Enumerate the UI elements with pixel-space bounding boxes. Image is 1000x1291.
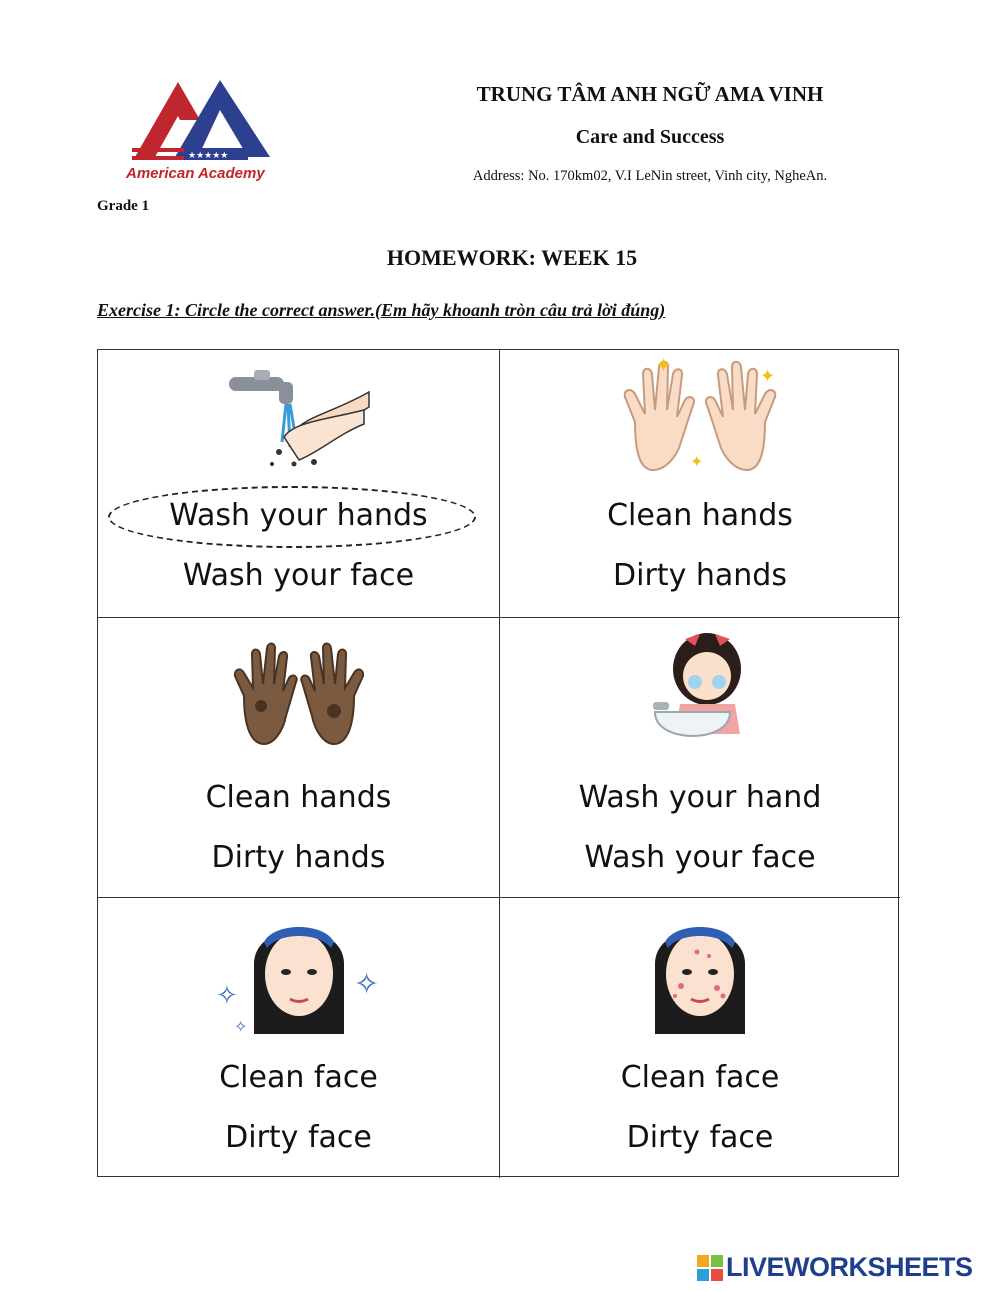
center-name: TRUNG TÂM ANH NGỮ AMA VINH xyxy=(476,82,824,106)
girl-washing-face-icon xyxy=(645,624,755,744)
answer-option[interactable]: Wash your face xyxy=(182,558,415,593)
dirty-face-icon xyxy=(645,904,755,1039)
question-cell xyxy=(98,618,499,898)
answer-option[interactable]: Dirty face xyxy=(225,1120,372,1155)
answer-option[interactable]: Clean hands xyxy=(607,498,793,533)
address: Address: No. 170km02, V.I LeNin street, Vinh city, NgheAn. xyxy=(472,168,828,184)
svg-text:✧: ✧ xyxy=(233,1019,247,1036)
answer-option[interactable]: Clean hands xyxy=(205,780,392,815)
homework-title: HOMEWORK: WEEK 15 xyxy=(386,245,638,270)
svg-text:★★★★★: ★★★★★ xyxy=(188,150,229,160)
svg-text:✦: ✦ xyxy=(760,366,776,386)
clean-hands-icon xyxy=(615,352,785,477)
question-cell xyxy=(499,898,900,1178)
svg-text:✦: ✦ xyxy=(655,355,672,377)
answer-option[interactable]: Wash your hands xyxy=(169,498,428,533)
slogan: Care and Success xyxy=(575,126,725,148)
answer-option[interactable]: Dirty hands xyxy=(613,558,787,593)
answer-option[interactable]: Clean face xyxy=(219,1060,378,1095)
clean-face-icon xyxy=(214,904,384,1039)
exercise-grid xyxy=(97,349,899,1177)
question-cell xyxy=(98,898,499,1178)
svg-text:✧: ✧ xyxy=(215,981,238,1010)
question-cell xyxy=(499,350,900,618)
logo-caption: American Academy xyxy=(126,165,265,182)
answer-option[interactable]: Dirty face xyxy=(626,1120,774,1155)
svg-text:✦: ✦ xyxy=(690,454,704,471)
answer-option[interactable]: Dirty hands xyxy=(211,840,386,875)
exercise-instruction: Exercise 1: Circle the correct answer.(Em hãy khoanh tròn câu trả lời đúng) xyxy=(97,300,666,320)
question-cell xyxy=(499,618,900,898)
answer-option[interactable]: Wash your hand xyxy=(578,780,822,815)
washing-hands-icon xyxy=(224,352,374,472)
svg-text:✧: ✧ xyxy=(353,968,379,1001)
answer-option[interactable]: Wash your face xyxy=(584,840,816,875)
answer-option[interactable]: Clean face xyxy=(620,1060,780,1095)
liveworksheets-footer xyxy=(697,1252,973,1283)
grade-label: Grade 1 xyxy=(97,198,150,214)
question-cell xyxy=(98,350,499,618)
dirty-hands-icon xyxy=(229,636,369,746)
liveworksheets-brand: LIVEWORKSHEETS xyxy=(726,1252,973,1282)
liveworksheets-logo-icon xyxy=(697,1255,723,1281)
